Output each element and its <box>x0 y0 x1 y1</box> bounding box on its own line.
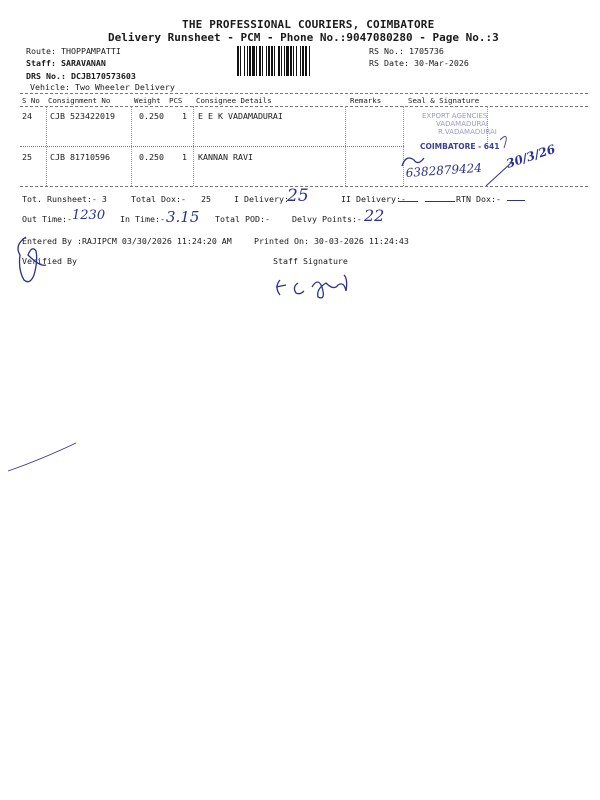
runsheet-subtitle: Delivery Runsheet - PCM - Phone No.:9047080280 - Page No.:3 <box>108 31 499 44</box>
col-header-consignee: Consignee Details <box>196 96 272 105</box>
row-weight: 0.250 <box>139 152 164 162</box>
tot-runsheet: Tot. Runsheet:- 3 <box>22 194 107 204</box>
row-consignment: CJB 81710596 <box>50 152 110 162</box>
rs-no-label: RS No.: 1705736 <box>369 46 444 56</box>
col-header-weight: Weight <box>134 96 161 105</box>
handwritten-phone: 6382879424 <box>405 160 483 180</box>
barcode <box>237 46 365 76</box>
company-title: THE PROFESSIONAL COURIERS, COIMBATORE <box>182 18 435 31</box>
stamp-line: R.VADAMADURAI <box>438 128 497 136</box>
delvy-points-value: 22 <box>364 206 385 225</box>
in-time-label: In Time:- <box>120 214 165 224</box>
row-consignee: E E K VADAMADURAI <box>198 111 283 121</box>
in-time-value: 3.15 <box>166 208 200 226</box>
ii-delivery-label: II Delivery:- <box>341 194 406 204</box>
row-pcs: 1 <box>182 111 187 121</box>
col-header-remarks: Remarks <box>350 96 382 105</box>
row-consignment: CJB 523422019 <box>50 111 115 121</box>
col-header-sno: S No <box>22 96 40 105</box>
total-dox-value: 25 <box>201 194 211 204</box>
row-sno: 24 <box>22 111 32 121</box>
col-header-seal: Seal & Signature <box>408 96 480 105</box>
rtn-dox-label: RTN Dox:- <box>456 194 501 204</box>
i-delivery-value: 25 <box>287 186 309 206</box>
drs-label: DRS No.: DCJB170573603 <box>26 71 136 81</box>
stamp-faded-line: VADAMADURAI <box>436 120 488 128</box>
verified-by-label: Verified By <box>22 256 77 266</box>
total-pod-label: Total POD:- <box>215 214 270 224</box>
route-label: Route: THOPPAMPATTI <box>26 46 121 56</box>
row-pcs: 1 <box>182 152 187 162</box>
i-delivery-label: I Delivery:- <box>234 194 294 204</box>
printed-on: Printed On: 30-03-2026 11:24:43 <box>254 236 409 246</box>
stamp-line: COIMBATORE - 641 <box>420 142 500 151</box>
staff-signature-label: Staff Signature <box>273 256 348 266</box>
total-dox-label: Total Dox:- <box>131 194 186 204</box>
rs-date-label: RS Date: 30-Mar-2026 <box>369 58 469 68</box>
entered-by: Entered By :RAJIPCM 03/30/2026 11:24:20 AM <box>22 236 232 246</box>
col-header-pcs: PCS <box>169 96 183 105</box>
col-header-consignment: Consignment No <box>48 96 111 105</box>
delvy-points-label: Delvy Points:- <box>292 214 362 224</box>
staff-label: Staff: SARAVANAN <box>26 58 106 68</box>
handwritten-marks <box>0 225 600 485</box>
out-time-value: 1230 <box>72 208 106 223</box>
row-weight: 0.250 <box>139 111 164 121</box>
vehicle-label: Vehicle: Two Wheeler Delivery <box>30 82 175 92</box>
seal-stamp <box>400 100 570 195</box>
handwritten-date: 30/3/26 <box>504 141 557 171</box>
row-sno: 25 <box>22 152 32 162</box>
row-consignee: KANNAN RAVI <box>198 152 253 162</box>
stamp-faded-line: EXPORT AGENCIES <box>422 112 488 120</box>
out-time-label: Out Time:- <box>22 214 72 224</box>
